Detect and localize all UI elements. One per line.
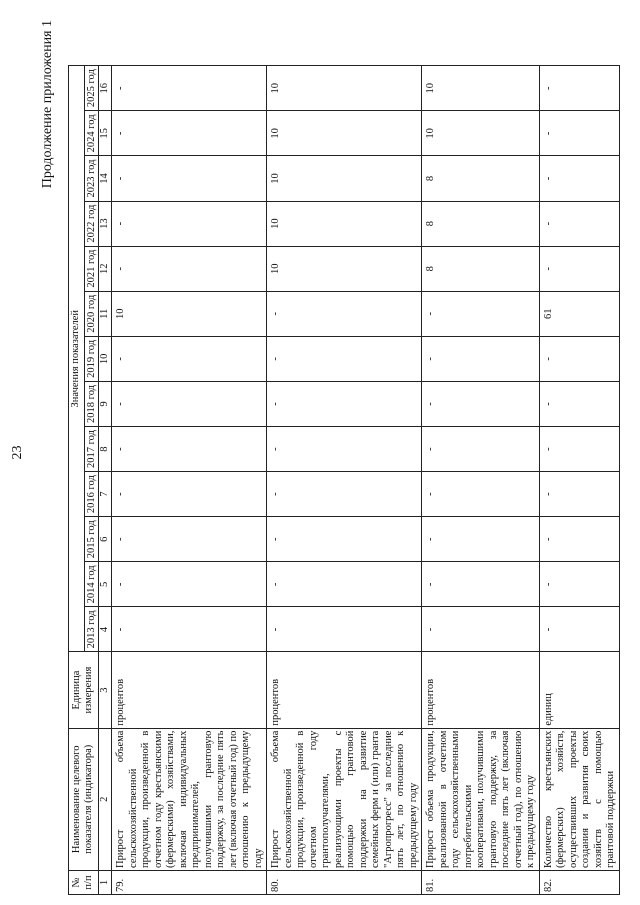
unit-cell: единиц <box>539 652 619 728</box>
value-cell: - <box>112 427 267 472</box>
indicator-name: Прирост объема продукции, реализованной в отчетном году сельскохозяйственными потребительскими кооперативами, получившими грантовую поддержку, за последние пять лет (включая отчетный год), по отношению к предыдущему году <box>422 728 540 870</box>
value-cell: 10 <box>267 66 422 111</box>
value-cell: - <box>267 291 422 336</box>
header-year: 2022 год <box>84 201 98 246</box>
value-cell: - <box>539 472 619 517</box>
value-cell: - <box>112 336 267 381</box>
value-cell: - <box>112 472 267 517</box>
header-year: 2014 год <box>84 562 98 607</box>
value-cell: - <box>112 517 267 562</box>
value-cell: - <box>422 381 540 426</box>
row-number: 81. <box>422 870 540 894</box>
header-year: 2016 год <box>84 472 98 517</box>
row-number: 79. <box>112 870 267 894</box>
value-cell: - <box>267 562 422 607</box>
header-year: 2019 год <box>84 336 98 381</box>
value-cell: - <box>539 427 619 472</box>
column-number: 9 <box>98 381 112 426</box>
column-number: 3 <box>98 652 112 728</box>
value-cell: - <box>539 607 619 652</box>
table-row <box>267 66 422 895</box>
value-cell: - <box>422 472 540 517</box>
table-row <box>112 66 267 895</box>
header-year: 2021 год <box>84 246 98 291</box>
value-cell: 10 <box>267 156 422 201</box>
value-cell: - <box>267 336 422 381</box>
header-year: 2023 год <box>84 156 98 201</box>
value-cell: - <box>539 336 619 381</box>
value-cell: - <box>539 246 619 291</box>
value-cell: - <box>112 66 267 111</box>
value-cell: - <box>267 517 422 562</box>
value-cell: - <box>539 66 619 111</box>
header-no: № п/п <box>69 870 99 894</box>
unit-cell: процентов <box>422 652 540 728</box>
value-cell: - <box>539 381 619 426</box>
value-cell: - <box>267 381 422 426</box>
value-cell: - <box>112 381 267 426</box>
column-number: 14 <box>98 156 112 201</box>
continuation-label: Продолжение приложения 1 <box>40 20 55 189</box>
value-cell: - <box>112 156 267 201</box>
value-cell: 10 <box>112 291 267 336</box>
column-number: 13 <box>98 201 112 246</box>
value-cell: - <box>112 201 267 246</box>
column-number: 1 <box>98 870 112 894</box>
header-unit: Единица измерения <box>69 652 99 728</box>
value-cell: - <box>267 427 422 472</box>
table-row <box>539 66 619 895</box>
column-number: 11 <box>98 291 112 336</box>
value-cell: 10 <box>267 111 422 156</box>
value-cell: - <box>422 291 540 336</box>
indicator-name: Прирост объема сельскохозяйственной продукции, произведенной в отчетном году крестьянскими (фермерскими) хозяйствами, включая индивидуальных предпринимателей, получившими грантовую поддержку, за последние пять лет (включая отчетный год) по отношению к предыдущему году <box>112 728 267 870</box>
row-number: 80. <box>267 870 422 894</box>
value-cell: - <box>112 607 267 652</box>
value-cell: - <box>112 111 267 156</box>
column-number: 16 <box>98 66 112 111</box>
value-cell: 10 <box>267 201 422 246</box>
value-cell: - <box>112 562 267 607</box>
header-year: 2017 год <box>84 427 98 472</box>
header-year: 2018 год <box>84 381 98 426</box>
value-cell: - <box>539 156 619 201</box>
value-cell: - <box>539 201 619 246</box>
unit-cell: процентов <box>112 652 267 728</box>
header-year: 2024 год <box>84 111 98 156</box>
value-cell: 8 <box>422 201 540 246</box>
value-cell: 8 <box>422 156 540 201</box>
column-number: 4 <box>98 607 112 652</box>
value-cell: 10 <box>267 246 422 291</box>
value-cell: - <box>539 111 619 156</box>
value-cell: - <box>112 246 267 291</box>
column-number: 5 <box>98 562 112 607</box>
table-row <box>422 66 540 895</box>
value-cell: - <box>422 607 540 652</box>
page-number: 23 <box>10 445 25 460</box>
column-number: 6 <box>98 517 112 562</box>
header-year: 2025 год <box>84 66 98 111</box>
value-cell: 10 <box>422 111 540 156</box>
column-number: 15 <box>98 111 112 156</box>
header-year: 2015 год <box>84 517 98 562</box>
column-number: 10 <box>98 336 112 381</box>
header-values: Значения показателей <box>69 66 85 652</box>
value-cell: 10 <box>422 66 540 111</box>
unit-cell: процентов <box>267 652 422 728</box>
value-cell: 61 <box>539 291 619 336</box>
indicator-name: Прирост объема сельскохозяйственной продукции, произведенной в отчетном году грантополучателями, реализующими проекты с помощью грантовой поддержки на развитие семейных ферм и (или) гранта "Агропрогресс" за последние пять лет, по отношению к предыдущему году <box>267 728 422 870</box>
column-number: 2 <box>98 728 112 870</box>
column-number: 8 <box>98 427 112 472</box>
value-cell: - <box>422 562 540 607</box>
indicator-name: Количество крестьянских (фермерских) хозяйств, осуществивших проекты создания и развития своих хозяйств с помощью грантовой поддержки <box>539 728 619 870</box>
indicator-table <box>68 65 620 895</box>
value-cell: 8 <box>422 246 540 291</box>
value-cell: - <box>422 517 540 562</box>
value-cell: - <box>267 607 422 652</box>
header-year: 2013 год <box>84 607 98 652</box>
value-cell: - <box>539 562 619 607</box>
column-number: 12 <box>98 246 112 291</box>
header-year: 2020 год <box>84 291 98 336</box>
value-cell: - <box>267 472 422 517</box>
value-cell: - <box>422 427 540 472</box>
value-cell: - <box>539 517 619 562</box>
column-number: 7 <box>98 472 112 517</box>
value-cell: - <box>422 336 540 381</box>
row-number: 82. <box>539 870 619 894</box>
header-name: Наименование целевого показателя (индикатора) <box>69 728 99 870</box>
